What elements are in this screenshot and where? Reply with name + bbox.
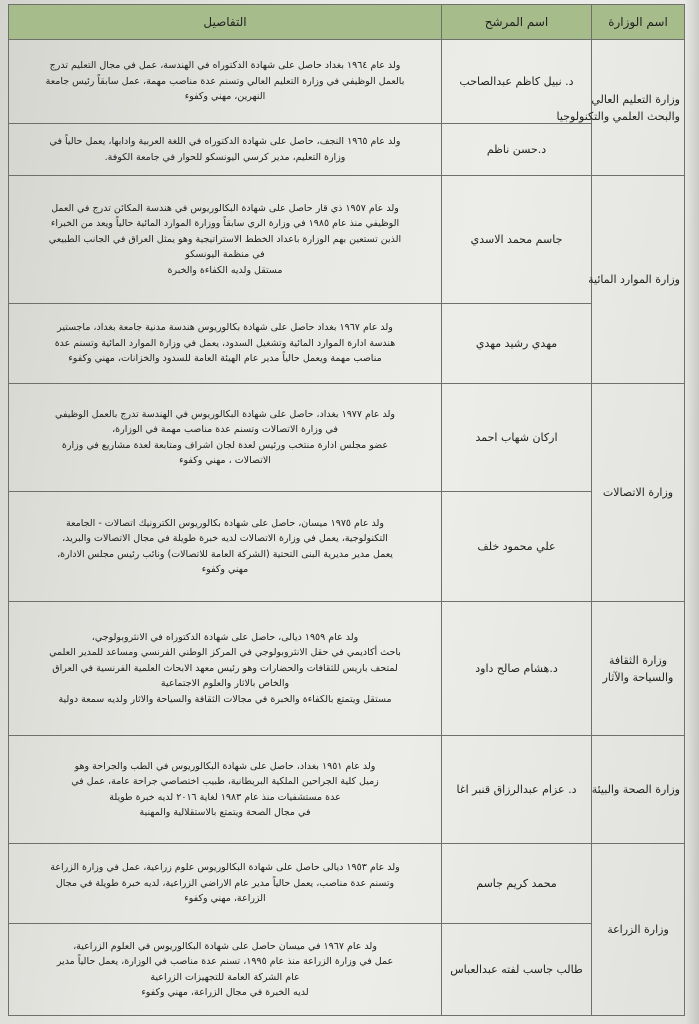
details-line: وزارة التعليم، مدير كرسي اليونسكو للحوار في جامعة الكوفة.	[104, 151, 346, 163]
table-header-row	[9, 5, 685, 40]
header-ministry: اسم الوزارة	[592, 5, 685, 40]
candidates-table	[8, 4, 685, 1016]
candidate-details	[9, 844, 442, 924]
candidate-name: علي محمود خلف	[442, 492, 592, 602]
candidate-details	[9, 40, 442, 124]
ministry-cell	[592, 602, 685, 736]
table-row	[9, 304, 685, 384]
ministry-name: والسياحة والآثار	[602, 670, 674, 684]
details-line: مستقل ويتمتع بالكفاءة والخبرة في مجالات الثقافة والسياحة والاثار ولديه سمعة دولية	[58, 693, 392, 705]
ministry-cell	[556, 40, 685, 176]
details-line: هندسة ادارة الموارد المائية وتشغيل السدود، يعمل في وزارة الموارد المائية وتسنم عدة	[54, 337, 396, 349]
details-line: مستقل ولديه الكفاءة والخبرة	[167, 264, 283, 276]
details-line: عضو مجلس ادارة منتخب ورئيس لعدة لجان اشراف ومتابعة لعدة مشاريع في وزارة	[61, 439, 389, 451]
table-row	[9, 40, 685, 124]
details-line: زميل كلية الجراحين الملكية البريطانية، طبيب اختصاصي جراحة عامة، عمل في	[71, 776, 379, 787]
table-row	[9, 492, 685, 602]
ministry-name: وزارة التعليم العالي	[591, 92, 680, 106]
details-line: وتسنم عدة مناصب، يعمل حالياً مدير عام الاراضي الزراعية، لديه خبرة طويلة في مجال	[55, 877, 395, 889]
details-line: ولد عام ١٩٧٥ ميسان، حاصل على شهادة بكالوريوس الكترونيك اتصالات - الجامعة	[66, 517, 384, 529]
details-line: بالعمل الوظيفي في وزارة التعليم العالي وتسنم عدة مناصب مهمة، عمل سابقاً رئيس جامعة	[45, 75, 405, 87]
table-row	[9, 176, 685, 304]
candidate-details	[9, 384, 442, 492]
details-line: الاتصالات ، مهني وكفوء	[179, 455, 271, 466]
candidate-name: محمد كريم جاسم	[442, 844, 592, 924]
details-line: الوظيفي منذ عام ١٩٨٥ في وزارة الري سابقاً ووزارة الموارد المائية حالياً ويعد من الخبراء	[50, 218, 400, 230]
page-edge-shadow	[685, 0, 699, 1024]
table-row	[9, 602, 685, 736]
candidate-name: د. نبيل كاظم عبدالصاحب	[442, 40, 592, 124]
table-row	[9, 124, 685, 176]
details-line: عدة مستشفيات منذ عام ١٩٨٣ لغاية ٢٠١٦ لديه خبرة طويلة	[109, 791, 341, 803]
header-candidate: اسم المرشح	[442, 5, 592, 40]
candidate-details	[9, 602, 442, 736]
table-row	[9, 736, 685, 844]
ministry-name: وزارة الثقافة	[608, 653, 668, 667]
candidate-details	[9, 124, 442, 176]
candidate-name: اركان شهاب احمد	[442, 384, 592, 492]
ministry-cell	[588, 176, 685, 384]
ministry-cell	[592, 384, 685, 602]
details-line: ولد عام ١٩٥١ بغداد، حاصل على شهادة البكالوريوس في الطب والجراحة وهو	[74, 760, 376, 772]
details-line: ولد عام ١٩٦٧ بغداد حاصل على شهادة بكالوريوس هندسة مدنية جامعة بغداد، ماجستير	[57, 322, 393, 334]
details-line: باحث أكاديمي في حقل الانثروبولوجي في المركز الوطني الفرنسي ومساعد للمدير العلمي	[49, 647, 401, 659]
candidate-name: د.هشام صالح داود	[442, 602, 592, 736]
details-line: ولد عام ١٩٦٤ بغداد حاصل على شهادة الدكتوراه في الهندسة، عمل في مجال التعليم تدرج	[49, 60, 401, 72]
details-line: يعمل مدير مديرية البنى التحتية (الشركة العامة للاتصالات) ونائب رئيس مجلس الادارة،	[57, 548, 393, 560]
ministry-name: والبحث العلمي والتكنولوجيا	[556, 109, 680, 123]
details-line: الذين تستعين بهم الوزارة باعداد الخطط الاستراتيجية وهو يمثل العراق في الجانب الطبيعي	[48, 233, 402, 245]
table-row	[9, 924, 685, 1016]
candidate-details	[9, 492, 442, 602]
details-line: النهرين، مهني وكفوء	[184, 91, 266, 103]
ministry-name: وزارة الصحة والبيئة	[591, 783, 680, 796]
details-line: ولد عام ١٩٥٣ ديالى حاصل على شهادة البكالوريوس علوم زراعية، عمل في وزارة الزراعة	[50, 862, 400, 874]
ministry-name: وزارة الاتصالات	[602, 486, 674, 499]
ministry-cell	[592, 844, 685, 1016]
details-line: لديه الخبرة في مجال الزراعة، مهني وكفوء	[141, 987, 309, 998]
details-line: في مجال الصحة ويتمتع بالاستقلالية والمهنية	[139, 807, 311, 818]
details-line: ولد عام ١٩٦٧ في ميسان حاصل على شهادة البكالوريوس في العلوم الزراعية،	[73, 940, 377, 952]
candidate-name: د.حسن ناظم	[442, 124, 592, 176]
ministry-name: وزارة الموارد المائية	[588, 273, 680, 286]
details-line: عمل في وزارة الزراعة منذ عام ١٩٩٥، تسنم عدة مناصب في الوزارة، يعمل حالياً مدير	[56, 956, 394, 967]
table-row	[9, 844, 685, 924]
details-line: التكنولوجية، يعمل في وزارة الاتصالات لديه خبرة طويلة في مجال الاتصالات والبريد،	[62, 533, 388, 544]
details-line: والخاص بالاثار والعلوم الاجتماعية	[160, 678, 290, 690]
details-line: ولد عام ١٩٧٧ بغداد، حاصل على شهادة البكالوريوس في الهندسة تدرج بالعمل الوظيفي	[55, 408, 395, 420]
details-line: ولد عام ١٩٦٥ النجف، حاصل على شهادة الدكتوراه في اللغة العربية وادابها، يعمل حالياً في	[49, 136, 401, 147]
details-line: في منظمة اليونسكو	[185, 249, 265, 261]
details-line: في وزارة الاتصالات وتسنم عدة مناصب مهمة في الوزارة،	[112, 424, 338, 435]
table-row	[9, 384, 685, 492]
details-line: مناصب مهمة ويعمل حالياً مدير عام الهيئة العامة للسدود والخزانات، مهني وكفوء	[68, 353, 382, 365]
details-line: الزراعة، مهني وكفوء	[184, 893, 266, 905]
candidate-name: د. عزام عبدالرزاق قنبر اغا	[442, 736, 592, 844]
candidate-name: مهدي رشيد مهدي	[442, 304, 592, 384]
candidate-details	[9, 176, 442, 304]
details-line: ولد عام ١٩٥٩ ديالى، حاصل على شهادة الدكتوراه في الانثروبولوجي،	[91, 631, 359, 643]
details-line: ولد عام ١٩٥٧ ذي قار حاصل على شهادة البكالوريوس في هندسة المكائن تدرج في العمل	[51, 202, 399, 214]
candidate-name: طالب جاسب لفته عبدالعباس	[442, 924, 592, 1016]
ministry-cell	[592, 736, 685, 844]
details-line: عام الشركة العامة للتجهيزات الزراعية	[150, 971, 300, 983]
details-line: مهني وكفوء	[201, 564, 249, 575]
candidate-details	[9, 304, 442, 384]
details-line: لمتحف باريس للثقافات والحضارات وهو رئيس معهد الابحاث العلمية الفرنسية في العراق	[52, 662, 398, 674]
candidate-name: جاسم محمد الاسدي	[442, 176, 592, 304]
candidate-details	[9, 736, 442, 844]
header-details: التفاصيل	[9, 5, 442, 40]
ministry-name: وزارة الزراعة	[607, 923, 669, 936]
candidate-details	[9, 924, 442, 1016]
